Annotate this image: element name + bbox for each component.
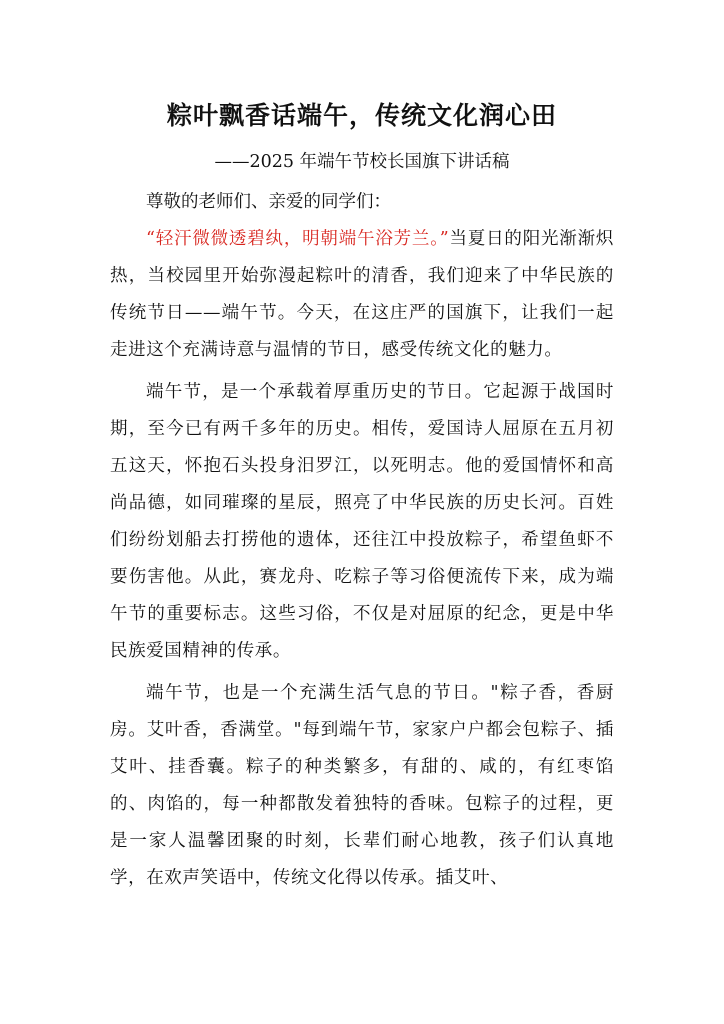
salutation: 尊敬的老师们、亲爱的同学们： — [146, 192, 391, 212]
paragraph-2: 端午节，是一个承载着厚重历史的节日。它起源于战国时期，至今已有两千多年的历史。相传，爱国诗人屈原在五月初五这天，怀抱石头投身汨罗江，以死明志。他的爱国情怀和高尚品德，如同璀璨的星辰，照亮了中华民族的历史长河。百姓们纷纷划船去打捞他的遗体，还往江中投放粽子，希望鱼虾不要伤害他。从此，赛龙舟、吃粽子等习俗便流传下来，成为端午节的重要标志。这些习俗，不仅是对屈原的纪念，更是中华民族爱国精神的传承。 — [110, 382, 614, 661]
paragraph-1-text: 当夏日的阳光渐渐炽热，当校园里开始弥漫起粽叶的清香，我们迎来了中华民族的传统节日——端午节。今天，在这庄严的国旗下，让我们一起走进这个充满诗意与温情的节日，感受传统文化的魅力。 — [110, 229, 614, 360]
document-title: 粽叶飘香话端午，传统文化润心田 — [166, 101, 557, 130]
paragraph-3: 端午节，也是一个充满生活气息的节日。"粽子香，香厨房。艾叶香，香满堂。"每到端午节，家家户户都会包粽子、插艾叶、挂香囊。粽子的种类繁多，有甜的、咸的，有红枣馅的、肉馅的，每一种都散发着独特的香味。包粽子的过程，更是一家人温馨团聚的时刻，长辈们耐心地教，孩子们认真地学，在欢声笑语中，传统文化得以传承。插艾叶、 — [110, 683, 614, 888]
document-body — [110, 96, 614, 897]
document-subtitle: ——2025 年端午节校长国旗下讲话稿 — [214, 152, 510, 172]
paragraph-1 — [110, 221, 614, 369]
opening-poem-quote: “轻汗微微透碧纨，明朝端午浴芳兰。” — [146, 229, 450, 249]
